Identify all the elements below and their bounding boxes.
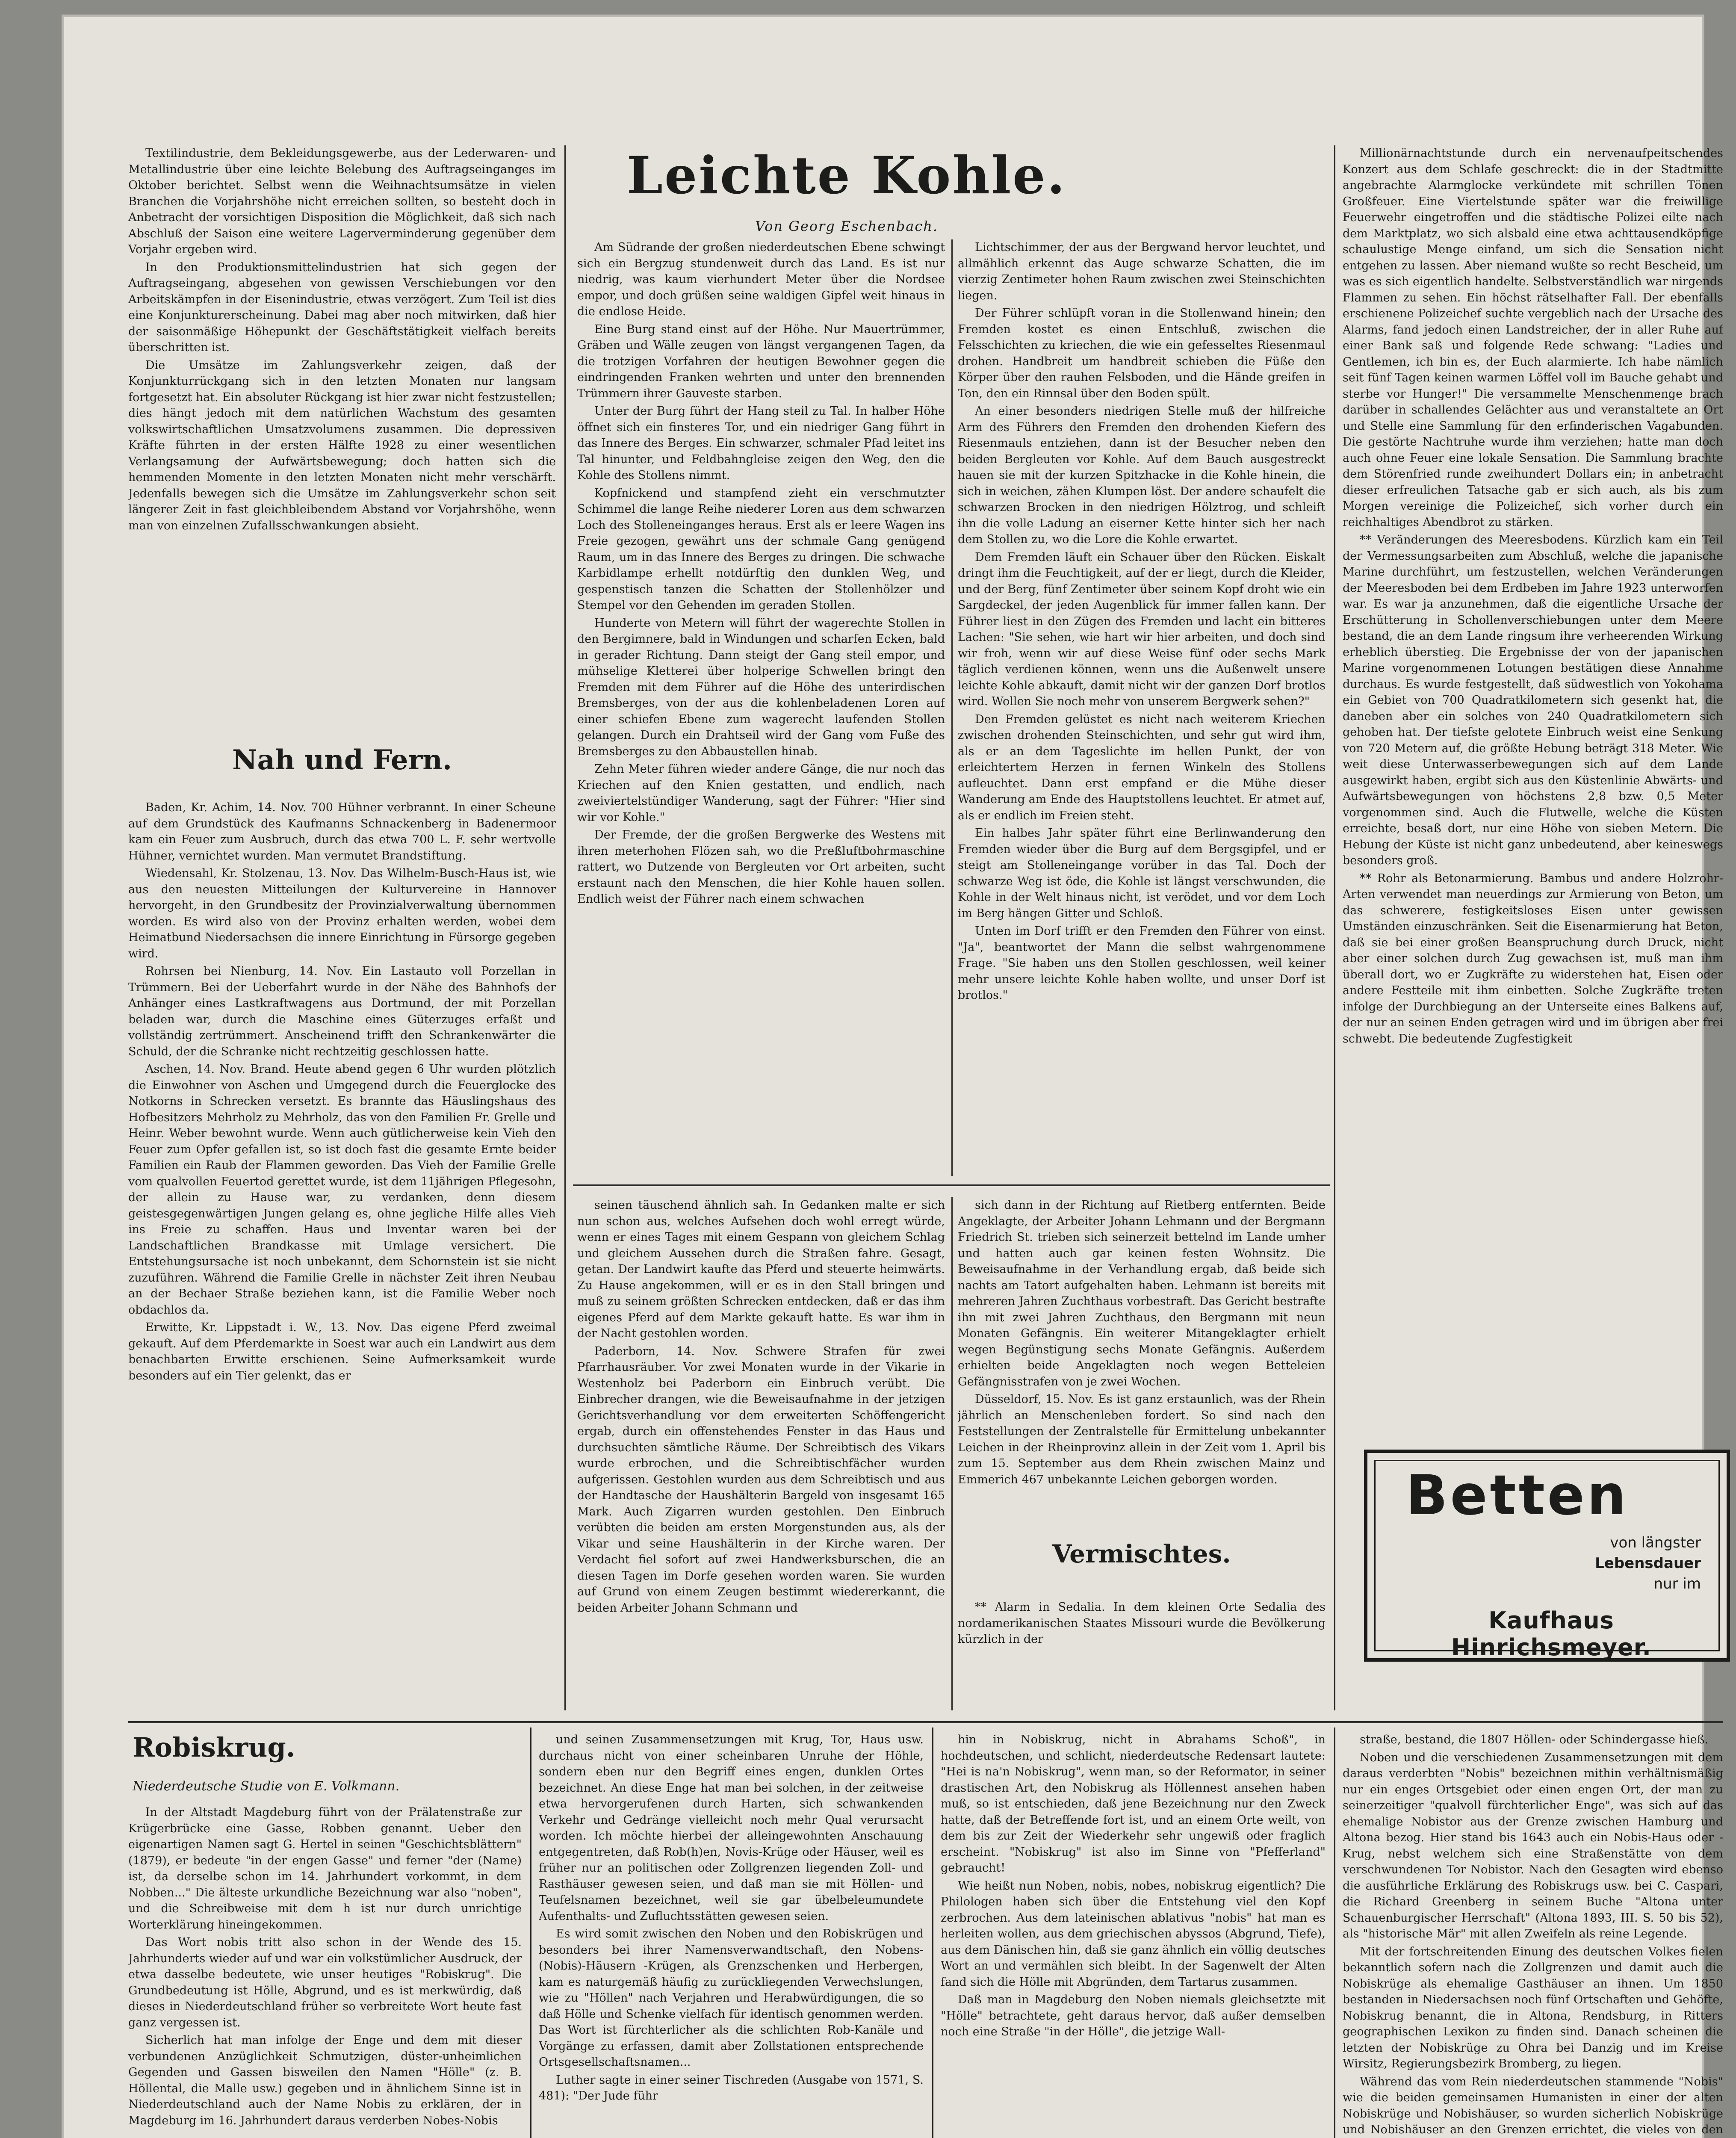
column-right-top bbox=[1343, 145, 1723, 1420]
paragraph: Noben und die verschiedenen Zusammensetzungen mit dem daraus verderbten "Nobis" bezeichnen mithin verhältnismäßig nur ein enges Ortsgebiet oder einen engen Ort, der man zu seinerzeitiger "qualvoll fürchterlicher Enge", was sich auf das ehemalige Nobistor aus der Grenze zwischen Hamburg und Altona bezog. Hier stand bis 1643 auch ein Nobis-Haus oder -Krug, nebst welchem sich eine Straßenstätte von dem verschwundenen Tor Nobistor. Nach den Gesagten wird ebenso die ausführliche Erklärung des Robiskrugs usw. bei C. Caspari, die Richard Greenberg in seinem Buche "Altona unter Schauenburgischer Herrschaft" (Altona 1893, III. S. 50 bis 52), als "historische Mär" mit allen Zweifeln als reine Legende. bbox=[1343, 1751, 1723, 1940]
paragraph: straße, bestand, die 1807 Höllen- oder Schindergasse hieß. bbox=[1360, 1733, 1709, 1746]
paragraph: Wie heißt nun Noben, nobis, nobes, nobiskrug eigentlich? Die Philologen haben sich über die Entstehung viel den Kopf zerbrochen. Aus dem lateinischen ablativus "nobis" hat man es herleiten wollen, aus dem griechischen abyssos (Abgrund, Tiefe), aus dem Dänischen hin, daß sie ganz ähnlich ein völlig deutsches Wort an und vermählen sich bleibt. In der Sagenwelt der Alten fand sich die Hölle mit Abgründen, dem Tartarus zusammen. bbox=[941, 1879, 1326, 1989]
paragraph: ** Veränderungen des Meeresbodens. Kürzlich kam ein Teil der Vermessungsarbeiten zum Abschluß, welche die japanische Marine durchführt, um festzustellen, welchen Veränderungen der Meeresboden bei dem Erdbeben im Jahre 1923 unterworfen war. Es war ja anzunehmen, daß die eigentliche Ursache der Erschütterung in Schollenverschiebungen unter dem Meere bestand, die an dem Lande ringsum ihre verheerenden Wirkung erheblich überstieg. Die Ergebnisse der von der japanischen Marine vorgenommenen Lotungen bestätigen diese Annahme durchaus. Es wurde festgestellt, daß südwestlich von Yokohama ein Gebiet von 700 Quadratkilometern sich gesenkt hat, die daneben aber ein solches von 240 Quadratkilometern sich gehoben hat. Der tiefste gelotete Einbruch weist eine Senkung von 720 Metern auf, die größte Hebung beträgt 318 Meter. Wie weit diese Unterwasserbewegungen sich auf dem Lande ausgewirkt haben, ergibt sich aus den Küstenlinie Abwärts- und Aufwärtsbewegungen von höchstens 2,8 bzw. 0,5 Meter vorgenommen sind. Auch die Flutwelle, welche die Küsten erreichte, besaß dort, nur eine Höhe von sieben Metern. Die Hebung der Küste ist nicht ganz unbedeutend, aber keineswegs besonders groß. bbox=[1343, 533, 1723, 867]
column-lower-mid bbox=[958, 1197, 1326, 1505]
story-divider bbox=[573, 1184, 1330, 1186]
paragraph: Es wird somit zwischen den Noben und den Robiskrügen und besonders bei ihrer Namensverwandtschaft, den Nobens-(Nobis)-Häusern -Krügen, als Grenzschenken und Herbergen, kam es naturgemäß häufig zu zurückliegenden Verwechslungen, wie zu "Höllen" nach Verjahren und Herabwürdigungen, die so daß Hölle und Schenke vielfach für identisch genommen werden. Das Wort ist fürchterlicher als die schlichten Rob-Kanäle und Vorgänge zu erfassen, damit aber Zollstationen entsprechende Ortsgesellschaftsnamen... bbox=[539, 1927, 924, 2069]
column-bottom-3 bbox=[941, 1732, 1326, 2138]
paragraph: Dem Fremden läuft ein Schauer über den Rücken. Eiskalt dringt ihm die Feuchtigkeit, auf der er liegt, durch die Kleider, und der Berg, fünf Zentimeter über seinem Kopf droht wie ein Sargdeckel, der jeden Augenblick für immer fallen kann. Der Führer liest in den Zügen des Fremden und lacht ein bitteres Lachen: "Sie sehen, wie hart wir hier arbeiten, und doch sind wir froh, wenn wir auf diese Weise fünf oder sechs Mark täglich verdienen können, wenn uns die Außenwelt unsere leichte Kohle abkauft, damit nicht wir der ganzen Dorf brotlos wird. Wollen Sie noch mehr von unserem Bergwerk sehen?" bbox=[958, 550, 1326, 708]
paragraph: Der Fremde, der die großen Bergwerke des Westens mit ihren meterhohen Flözen sah, wo die Preßluftbohrmaschine rattert, wo Dutzende von Bergleuten vor Ort arbeiten, sucht erstaunt nach den Menschen, die hier Kohle hauen sollen. Endlich weist der Führer nach einem schwachen bbox=[577, 828, 945, 906]
ad-line-2: Lebensdauer bbox=[1595, 1555, 1701, 1572]
section-title-robiskrug: Robiskrug. bbox=[133, 1732, 295, 1763]
column-rule bbox=[530, 1728, 531, 2138]
paragraph: seinen täuschend ähnlich sah. In Gedanken malte er sich nun schon aus, welches Aufsehen doch wohl erregt würde, wenn er eines Tages mit einem Gespann von gleichem Schlag und gleichem Aussehen durch die Straßen fahre. Gesagt, getan. Der Landwirt kaufte das Pferd und steuerte heimwärts. Zu Hause angekommen, will er es in den Stall bringen und muß zu seinem größten Schrecken entdecken, daß er das ihm eigenes Pferd auf dem Markte gekauft hatte. Es war ihm in der Nacht gestohlen worden. bbox=[577, 1199, 945, 1340]
page-divider bbox=[128, 1721, 1723, 1723]
news-item: Paderborn, 14. Nov. Schwere Strafen für zwei Pfarrhausräuber. Vor zwei Monaten wurde in der Vikarie in Westenholz bei Paderborn ein Einbruch verübt. Die Einbrecher drangen, wie die Beweisaufnahme in der jetzigen Gerichtsverhandlung vor dem erweiterten Schöffengericht ergab, durch ein offenstehendes Fenster in das Haus und durchsuchten sämtliche Räume. Der Schreibtisch des Vikars wurde erbrochen, und die Schreibtischfächer wurden aufgerissen. Gestohlen wurden aus dem Schreibtisch und aus der Handtasche der Haushälterin Bargeld von insgesamt 165 Mark. Auch Zigarren wurden gestohlen. Den Einbruch verübten die beiden am ersten Morgenstunden aus, als der Vikar und seine Haushälterin in der Kirche waren. Der Verdacht fiel sofort auf zwei Handwerksburschen, die an diesen Tagen im Dorfe gesehen worden waren. Sie wurden auf Grund von einem Zeugen bestimmt wiedererkannt, die beiden Arbeiter Johann Schmann und bbox=[577, 1344, 945, 1615]
advertisement-betten bbox=[1364, 1450, 1730, 1662]
news-item: Wiedensahl, Kr. Stolzenau, 13. Nov. Das Wilhelm-Busch-Haus ist, wie aus den neuesten Mitteilungen der Kulturvereine in Hannover hervorgeht, in den Grundbesitz der Provinzialverwaltung übernommen worden. Es wird also von der Provinz erhalten werden, wobei dem Heimatbund Niedersachsen die innere Einrichtung in Fürsorge gegeben wird. bbox=[128, 867, 556, 960]
column-rule bbox=[951, 239, 953, 1176]
paragraph: Das Wort nobis tritt also schon in der Wende des 15. Jahrhunderts wieder auf und war ein volkstümlicher Ausdruck, der etwa dasselbe bedeutete, wie unser heutiges "Robiskrug". Die Grundbedeutung ist Hölle, Abgrund, und es ist merkwürdig, daß dieses in Niederdeutschland früher so verbreitete Wort heute fast ganz vergessen ist. bbox=[128, 1936, 522, 2029]
paragraph: Am Südrande der großen niederdeutschen Ebene schwingt sich ein Bergzug stundenweit durch das Land. Es ist nur niedrig, was kaum vierhundert Meter über die Nordsee empor, und doch grüßen seine waldigen Gipfel weit hinaus in die endlose Heide. bbox=[577, 241, 945, 318]
paragraph: Eine Burg stand einst auf der Höhe. Nur Mauertrümmer, Gräben und Wälle zeugen von längst vergangenen Tagen, da die trotzigen Vorfahren der heutigen Bewohner gegen die eindringenden Franken wehrten und unter den brennenden Trümmern ihrer Gauveste starben. bbox=[577, 322, 945, 400]
column-lower-left bbox=[577, 1197, 945, 1710]
paragraph: ** Rohr als Betonarmierung. Bambus und andere Holzrohr-Arten verwendet man neuerdings zur Armierung von Beton, um das schwerere, festigkeitsloses Eisen unter gewissen Umständen einzuschränken. Seit die Eisenarmierung hat Beton, daß sie bei einer großen Beanspruchung durch Druck, nicht aber einer solchen durch Zug gewachsen ist, muß man ihm überall dort, wo er Zugkräfte zu widerstehen hat, Eisen oder andere Festteile mit ihm einbetten. Solche Zugkräfte treten infolge der Durchbiegung an der Unterseite eines Balkens auf, der nur an seinen Enden getragen wird und im übrigen aber frei schwebt. Die bedeutende Zugfestigkeit bbox=[1343, 871, 1723, 1045]
paragraph: Lichtschimmer, der aus der Bergwand hervor leuchtet, und allmählich erkennt das Auge schwarze Schatten, die im vierzig Zentimeter hohen Raum zwischen zwei Steinschichten liegen. bbox=[958, 241, 1326, 302]
section-subtitle-robiskrug: Niederdeutsche Studie von E. Volkmann. bbox=[133, 1779, 400, 1794]
ad-line-3: nur im bbox=[1653, 1575, 1701, 1592]
paragraph: Sicherlich hat man infolge der Enge und dem mit dieser verbundenen Anzüglichkeit Schmutzigen, düster-unheimlichen Gegenden und Gassen bisweilen den Namen "Hölle" (z. B. Höllental, die Malle usw.) gegeben und in ähnlichem Sinne ist in Niederdeutschland auch der Name Nobis zu erklären, der in Magdeburg im 16. Jahrhundert daraus verderben Nobes-Nobis bbox=[128, 2034, 522, 2127]
ad-store-name: Kaufhaus Hinrichsmeyer. bbox=[1451, 1607, 1652, 1661]
section-title-vermischtes: Vermischtes. bbox=[1052, 1539, 1231, 1568]
paragraph: Ein halbes Jahr später führt eine Berlinwanderung den Fremden wieder über die Burg auf dem Bergsgipfel, und er steigt am Stolleneingange vorüber in das Tal. Doch der schwarze Weg ist öde, die Kohle ist längst verschwunden, die Kohle in der Welt hinaus nicht, ist verödet, und vor dem Loch im Berg hängen Gitter und Schloß. bbox=[958, 827, 1326, 920]
paragraph: Mit der fortschreitenden Einung des deutschen Volkes fielen bekanntlich sofern nach die Zollgrenzen und damit auch die Nobiskrüge als ehemalige Gasthäuser an ihnen. Um 1850 bestanden in Niedersachsen noch fünf Ortschaften und Gehöfte, Nobiskrug benannt, die in Altona, Rendsburg, in Ritters geographischen Lexikon zu finden sind. Danach scheinen die letzten der Nobiskrüge zu Ohra bei Danzig und im Kreise Wirsitz, Regierungsbezirk Bromberg, zu liegen. bbox=[1343, 1945, 1723, 2070]
paragraph: Hunderte von Metern will führt der wagerechte Stollen in den Bergimnere, bald in Windungen und scharfen Ecken, bald in gerader Richtung. Dann steigt der Gang steil empor, und mühselige Kletterei über holperige Schwellen bringt den Fremden mit dem Führer auf die Höhe des unterirdischen Bremsberges, von der aus die kohlenbeladenen Loren auf einer schiefen Ebene zum wagerecht laufenden Stollen gelangen. Durch ein Drahtseil wird der Gang vom Fuße des Bremsberges zu den Abbaustellen hinab. bbox=[577, 616, 945, 758]
paragraph: An einer besonders niedrigen Stelle muß der hilfreiche Arm des Führers den Fremden den drohenden Kiefern des Riesenmauls entziehen, dann ist der Besucher neben den beiden Bergleuten vor Kohle. Auf dem Bauch ausgestreckt hauen sie mit der kurzen Spitzhacke in die Kohle hinein, die sich in weichen, zähen Klumpen löst. Der andere schaufelt die schwarzen Brocken in den niedrigen Hölztrog, und schleift ihn die volle Ladung an eiserner Kette hinter sich her nach dem Stollen zu, wo die Lore die Kohle erwartet. bbox=[958, 405, 1326, 546]
news-item: Baden, Kr. Achim, 14. Nov. 700 Hühner verbrannt. In einer Scheune auf dem Grundstück des Kaufmanns Schnackenberg in Badenermoor kam ein Feuer zum Ausbruch, durch das etwa 700 L. F. sehr wertvolle Hühner, vernichtet wurden. Man vermutet Brandstiftung. bbox=[128, 801, 556, 862]
paragraph: Textilindustrie, dem Bekleidungsgewerbe, aus der Lederwaren- und Metallindustrie über eine leichte Belebung des Auftragseinganges im Oktober berichtet. Selbst wenn die Weihnachtsumsätze in vielen Branchen die Vorjahrshöhe nicht erreichen sollten, so besteht doch in Anbetracht der vorsichtigen Disposition die Möglichkeit, daß sich nach Abschluß der Saison eine weitere Lagerverminderung gegenüber dem Vorjahr ergeben wird. bbox=[128, 147, 556, 256]
main-story-title: Leichte Kohle. bbox=[626, 145, 1067, 206]
column-rule bbox=[932, 1728, 933, 2138]
news-item: ** Alarm in Sedalia. In dem kleinen Orte Sedalia des nordamerikanischen Staates Missouri wurde die Bevölkerung kürzlich in der bbox=[958, 1601, 1326, 1646]
column-rule bbox=[1334, 145, 1335, 1710]
paragraph: Zehn Meter führen wieder andere Gänge, die nur noch das Kriechen auf den Knien gestatten, und endlich, nach zweiviertelstündiger Wanderung, sagt der Führer: "Hier sind wir vor Kohle." bbox=[577, 762, 945, 824]
news-item: Düsseldorf, 15. Nov. Es ist ganz erstaunlich, was der Rhein jährlich an Menschenleben fordert. So sind nach den Feststellungen der Zentralstelle für Ermittelung unbekannter Leichen in der Rheinprovinz allein in der Zeit vom 1. April bis zum 15. September aus dem Rhein zwischen Mainz und Emmerich 467 unbekannte Leichen geborgen worden. bbox=[958, 1393, 1326, 1486]
paragraph: Unter der Burg führt der Hang steil zu Tal. In halber Höhe öffnet sich ein finsteres Tor, und ein niedriger Gang führt in das Innere des Berges. Ein schwarzer, schmaler Pfad leitet ins Tal hinunter, und Feldbahngleise zeigen den Weg, den die Kohle des Stollens nimmt. bbox=[577, 405, 945, 482]
main-story-byline: Von Georg Eschenbach. bbox=[755, 218, 939, 234]
paragraph: Kopfnickend und stampfend zieht ein verschmutzter Schimmel die lange Reihe niederer Loren aus dem schwarzen Loch des Stolleneinganges heraus. Erst als er leere Wagen ins Freie gezogen, gewährt uns der schmale Gang genügend Raum, um in das Innere des Berges zu dringen. Die schwache Karbidlampe erhellt notdürftig den dunklen Weg, und gespenstisch tanzen die Schatten der Stollenhölzer und Stempel vor den Gehenden im geraden Stollen. bbox=[577, 486, 945, 612]
column-rule bbox=[951, 1197, 953, 1710]
column-main-story-2 bbox=[958, 239, 1326, 1176]
ad-title: Betten bbox=[1406, 1464, 1629, 1527]
news-item: Rohrsen bei Nienburg, 14. Nov. Ein Lastauto voll Porzellan in Trümmern. Bei der Ueberfahrt wurde in der Nähe des Bahnhofs der Anhänger eines Lastkraftwagens aus Dortmund, der mit Porzellan beladen war, durch die Maschine eines Güterzuges erfaßt und vollständig zertrümmert. Anscheinend trifft den Schrankenwärter die Schuld, der die Schranke nicht rechtzeitig geschlossen hatte. bbox=[128, 965, 556, 1058]
column-main-story-1 bbox=[577, 239, 945, 1176]
paragraph: Die Umsätze im Zahlungsverkehr zeigen, daß der Konjunkturrückgang sich in den letzten Monaten nur langsam fortgesetzt hat. Ein absoluter Rückgang ist hier zwar nicht festzustellen; dies hängt jedoch mit dem natürlichen Wachstum des gesamten volkswirtschaftlichen Umsatzvolumens zusammen. Die depressiven Kräfte führten in der ersten Hälfte 1928 zu einer wesentlichen Verlangsamung der Aufwärtsbewegung; doch hatten sich die hemmenden Momente in den letzten Monaten nicht mehr verschärft. Jedenfalls bewegen sich die Umsätze im Zahlungsverkehr schon seit längerer Zeit in fast gleichbleibendem Abstand vor Vorjahrshöhe, wenn man von einzelnen Zufallsschwankungen absieht. bbox=[128, 358, 556, 532]
column-bottom-1 bbox=[128, 1804, 522, 2138]
paragraph: Luther sagte in einer seiner Tischreden (Ausgabe von 1571, S. 481): "Der Jude führ bbox=[539, 2073, 924, 2103]
news-item: sich dann in der Richtung auf Rietberg entfernten. Beide Angeklagte, der Arbeiter Johann Lehmann und der Bergmann Friedrich St. trieben sich seinerzeit bettelnd im Lande umher und hatten auch gar keinen festen Wohnsitz. Die Beweisaufnahme in der Verhandlung ergab, daß beide sich nachts am Tatort aufgehalten haben. Lehmann ist bereits mit mehreren Jahren Zuchthaus vorbestraft. Das Gericht bestrafte ihn mit zwei Jahren Zuchthaus, den Bergmann mit neun Monaten Gefängnis. Ein weiterer Mitangeklagter erhielt wegen Begünstigung sechs Monate Gefängnis. Außerdem erhielten beide Angeklagten noch wegen Betteleien Gefängnisstrafen von je zwei Wochen. bbox=[958, 1199, 1326, 1388]
paragraph: und seinen Zusammensetzungen mit Krug, Tor, Haus usw. durchaus nicht von einer scheinbaren Unruhe der Höhle, sondern eben nur den Begriff eines engen, dunklen Ortes bezeichnet. An diese Enge hat man bei solchen, in der zeitweise etwa hervorgerufenen durch Harten, sich schwankenden Verkehr und Gedränge vielleicht noch mehr Qual verursacht worden. Ich möchte hierbei der alleingewohnten Anschauung entgegentreten, daß Rob(h)en, Novis-Krüge oder Häuser, weil es früher nur an politischen oder Zollgrenzen liegenden Zoll- und Rasthäuser gewesen seien, und daß man sie mit Höllen- und Teufelsnamen bezeichnet, weil sie gar übelbeleumundete Aufenthalts- und Zufluchtsstätten gewesen seien. bbox=[539, 1733, 924, 1923]
column-bottom-4 bbox=[1343, 1732, 1723, 2138]
ad-line-1: von längster bbox=[1610, 1534, 1701, 1551]
news-item: Aschen, 14. Nov. Brand. Heute abend gegen 6 Uhr wurden plötzlich die Einwohner von Aschen und Umgegend durch die Feuerglocke des Notkorns in Schrecken versetzt. Es brannte das Häuslingshaus des Hofbesitzers Mehrholz zu Mehrholz, das von den Familien Fr. Grelle und Heinr. Weber bewohnt wurde. Wenn auch gütlicherweise kein Vieh den Feuer zum Opfer gefallen ist, so ist doch fast die gesamte Ernte beider Familien ein Raub der Flammen geworden. Das Vieh der Familie Grelle vom qualvollen Feuertod gerettet wurde, ist dem 11jährigen Pflegesohn, der allein zu Hause war, zu verdanken, denn diesem geistesgegenwärtigen Jungen gelang es, ohne jegliche Hilfe alles Vieh ins Freie zu schaffen. Haus und Inventar waren bei der Landschaftlichen Brandkasse mit Umlage versichert. Die Entstehungsursache ist noch unbekannt, dem Schornstein ist sie nicht zuzuführen. Während die Familie Grelle in nächster Zeit ihren Neubau an der Bechaer Straße beziehen kann, ist die Familie Weber noch obdachlos da. bbox=[128, 1063, 556, 1317]
section-title-nah-und-fern: Nah und Fern. bbox=[232, 744, 452, 776]
newspaper-page bbox=[64, 17, 1723, 2138]
paragraph: In den Produktionsmittelindustrien hat sich gegen der Auftragseingang, abgesehen von gewissen Verschiebungen vor den Arbeitskämpfen in der Eisenindustrie, etwas verzögert. Zum Teil ist dies eine Konjunkturerscheinung. Dabei mag aber noch mitwirken, daß hier der saisonmäßige Höhepunkt der Geschäftstätigkeit vielfach bereits überschritten ist. bbox=[128, 260, 556, 354]
column-rule bbox=[1334, 1728, 1335, 2138]
paragraph: Millionärnachtstunde durch ein nervenaufpeitschendes Konzert aus dem Schlafe geschreckt: die in der Stadtmitte angebrachte Alarmglocke verkündete mit schrillen Tönen Großfeuer. Eine Viertelstunde später war die freiwillige Feuerwehr eingetroffen und die städtische Polizei eilte nach dem Marktplatz, wo sich alsbald eine etwa achttausendköpfige schaulustige Menge einfand, um sich die Sensation nicht entgehen zu lassen. Aber niemand wußte so recht Bescheid, um was es sich eigentlich handelte. Selbstverständlich war nirgends Flammen zu sehen. Ein höchst rätselhafter Fall. Der ebenfalls erschienene Polizeichef suchte vergeblich nach der Ursache des Alarms, fand jedoch einen Landstreicher, der in aller Ruhe auf einer Bank saß und folgende Rede schwang: "Ladies und Gentlemen, ich bin es, der Euch alarmierte. Ich habe nämlich seit fünf Tagen keinen warmen Löffel voll im Bauche gehabt und sterbe vor Hunger!" Die versammelte Menschenmenge brach darüber in schallendes Gelächter aus und veranstaltete an Ort und Stelle eine Sammlung für den erfinderischen Vagabunden. Die gestörte Nachtruhe wurde ihm verziehen; hatte man doch auch ohne Feuer eine lokale Sensation. Die Sammlung brachte dem Störenfried runde zweihundert Dollars ein; in anbetracht dieser erfreulichen Tatsache gab er sich auch, als bis zum Morgen vereinige die Polizeichef, sich vorher durch ein reichhaltiges Abendbrot zu stärken. bbox=[1343, 147, 1723, 529]
paragraph: hin in Nobiskrug, nicht in Abrahams Schoß", in hochdeutschen, und schlicht, niederdeutsche Redensart lautete: "Hei is na'n Nobiskrug", wenn man, so der Reformator, in seiner drastischen Art, den Nobiskrug als Höllennest ansehen haben muß, so ist entschieden, daß jene Bezeichnung nur den Zweck hatte, daß der Betreffende fort ist, und an einem Orte weilt, von dem bis zur Zeit der Wiederkehr sehr ungewiß oder fraglich erscheint. "Nobiskrug" ist also im Sinne von "Pfefferland" gebraucht! bbox=[941, 1733, 1326, 1875]
column-left-top bbox=[128, 145, 556, 710]
paragraph: Daß man in Magdeburg den Noben niemals gleichsetzte mit "Hölle" betrachtete, geht daraus hervor, daß außer demselben noch eine Straße "in der Hölle", die jetzige Wall- bbox=[941, 1993, 1326, 2038]
paragraph: Während das vom Rein niederdeutschen stammende "Nobis" wie die beiden gemeinsamen Humanisten in einer der alten Nobiskrüge und Nobishäuser, so wurden sicherlich Nobiskrüge und Nobishäuser an den Grenzen errichtet, die vieles von den bbox=[1343, 2075, 1723, 2136]
column-left-news bbox=[128, 800, 556, 1710]
column-vermischtes bbox=[958, 1599, 1326, 1710]
paragraph: Den Fremden gelüstet es nicht nach weiterem Kriechen zwischen drohenden Steinschichten, und sehr gut wird ihm, als er an dem Tageslichte im hellen Punkt, der von erleichtertem Herzen in fernen Winkeln des Stollens aufleuchtet. Dann erst empfand er die Mühe dieser Wanderung am Ende des Hauptstollens leuchtet. Er atmet auf, als er endlich im Freien steht. bbox=[958, 712, 1326, 822]
paragraph: In der Altstadt Magdeburg führt von der Prälatenstraße zur Krügerbrücke eine Gasse, Robben genannt. Ueber den eigenartigen Namen sagt G. Hertel in seinen "Geschichtsblättern" (1879), er bedeute "in der engen Gasse" und ferner "der (Name) ist, da derselbe schon im 14. Jahrhundert vorkommt, in dem Nobben..." Die älteste urkundliche Bezeichnung war also "noben", und die Schreibweise mit dem h ist nur durch unrichtige Worterklärung hineingekommen. bbox=[128, 1806, 522, 1931]
column-bottom-2 bbox=[539, 1732, 924, 2138]
paragraph: Unten im Dorf trifft er den Fremden den Führer von einst. "Ja", beantwortet der Mann die selbst wahrgenommene Frage. "Sie haben uns den Stollen geschlossen, weil keiner mehr unsere leichte Kohle haben wollte, und unser Dorf ist brotlos." bbox=[958, 924, 1326, 1002]
news-item: Erwitte, Kr. Lippstadt i. W., 13. Nov. Das eigene Pferd zweimal gekauft. Auf dem Pferdemarkte in Soest war auch ein Landwirt aus dem benachbarten Erwitte erschienen. Seine Aufmerksamkeit wurde besonders auf ein Tier gelenkt, das er bbox=[128, 1321, 556, 1382]
paragraph: Der Führer schlüpft voran in die Stollenwand hinein; den Fremden kostet es einen Entschluß, zwischen die Felsschichten zu kriechen, die wie ein gefesseltes Riesenmaul drohen. Handbreit um handbreit schieben die Füße den Körper über den rauhen Felsboden, und die Hände greifen in Ton, den ein Rinnsal über den Boden spült. bbox=[958, 307, 1326, 400]
column-rule bbox=[564, 145, 566, 1710]
